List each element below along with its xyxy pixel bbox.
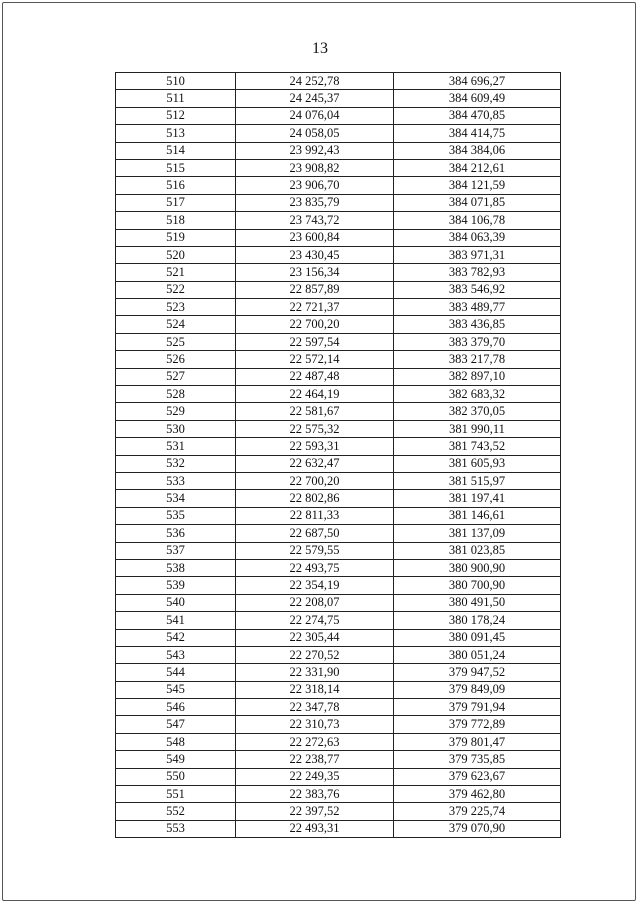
- x-coordinate-cell: 24 076,04: [236, 107, 394, 124]
- point-number-cell: 532: [116, 455, 236, 472]
- point-number-cell: 511: [116, 90, 236, 107]
- y-coordinate-cell: 379 623,67: [394, 768, 561, 785]
- table-row: [116, 316, 561, 333]
- x-coordinate-cell: 22 331,90: [236, 664, 394, 681]
- x-coordinate-cell: 22 802,86: [236, 490, 394, 507]
- point-number-cell: 515: [116, 159, 236, 176]
- y-coordinate-cell: 381 990,11: [394, 420, 561, 437]
- table-row: [116, 229, 561, 246]
- table-row: [116, 716, 561, 733]
- table-row: [116, 264, 561, 281]
- point-number-cell: 543: [116, 646, 236, 663]
- table-row: [116, 542, 561, 559]
- table-row: [116, 299, 561, 316]
- point-number-cell: 552: [116, 803, 236, 820]
- point-number-cell: 533: [116, 472, 236, 489]
- x-coordinate-cell: 22 811,33: [236, 507, 394, 524]
- y-coordinate-cell: 379 801,47: [394, 733, 561, 750]
- point-number-cell: 519: [116, 229, 236, 246]
- point-number-cell: 537: [116, 542, 236, 559]
- point-number-cell: 542: [116, 629, 236, 646]
- point-number-cell: 544: [116, 664, 236, 681]
- x-coordinate-cell: 22 572,14: [236, 351, 394, 368]
- table-row: [116, 368, 561, 385]
- point-number-cell: 517: [116, 194, 236, 211]
- x-coordinate-cell: 24 252,78: [236, 73, 394, 90]
- table-row: [116, 594, 561, 611]
- y-coordinate-cell: 384 414,75: [394, 125, 561, 142]
- x-coordinate-cell: 22 579,55: [236, 542, 394, 559]
- point-number-cell: 521: [116, 264, 236, 281]
- x-coordinate-cell: 22 318,14: [236, 681, 394, 698]
- point-number-cell: 526: [116, 351, 236, 368]
- point-number-cell: 530: [116, 420, 236, 437]
- table-row: [116, 646, 561, 663]
- table-row: [116, 490, 561, 507]
- y-coordinate-cell: 381 197,41: [394, 490, 561, 507]
- point-number-cell: 547: [116, 716, 236, 733]
- table-row: [116, 281, 561, 298]
- x-coordinate-cell: 22 274,75: [236, 612, 394, 629]
- y-coordinate-cell: 379 791,94: [394, 699, 561, 716]
- point-number-cell: 514: [116, 142, 236, 159]
- y-coordinate-cell: 382 897,10: [394, 368, 561, 385]
- x-coordinate-cell: 22 305,44: [236, 629, 394, 646]
- y-coordinate-cell: 379 462,80: [394, 786, 561, 803]
- point-number-cell: 524: [116, 316, 236, 333]
- x-coordinate-cell: 22 272,63: [236, 733, 394, 750]
- y-coordinate-cell: 383 546,92: [394, 281, 561, 298]
- table-row: [116, 403, 561, 420]
- table-row: [116, 786, 561, 803]
- y-coordinate-cell: 384 470,85: [394, 107, 561, 124]
- y-coordinate-cell: 382 683,32: [394, 386, 561, 403]
- table-row: [116, 472, 561, 489]
- y-coordinate-cell: 384 696,27: [394, 73, 561, 90]
- coordinates-table-body: [116, 73, 561, 838]
- table-row: [116, 194, 561, 211]
- x-coordinate-cell: 22 593,31: [236, 438, 394, 455]
- point-number-cell: 550: [116, 768, 236, 785]
- table-row: [116, 751, 561, 768]
- y-coordinate-cell: 380 491,50: [394, 594, 561, 611]
- x-coordinate-cell: 22 575,32: [236, 420, 394, 437]
- x-coordinate-cell: 22 493,31: [236, 820, 394, 837]
- table-row: [116, 820, 561, 837]
- y-coordinate-cell: 384 609,49: [394, 90, 561, 107]
- table-row: [116, 73, 561, 90]
- y-coordinate-cell: 381 137,09: [394, 525, 561, 542]
- point-number-cell: 520: [116, 246, 236, 263]
- point-number-cell: 527: [116, 368, 236, 385]
- point-number-cell: 546: [116, 699, 236, 716]
- table-row: [116, 246, 561, 263]
- y-coordinate-cell: 382 370,05: [394, 403, 561, 420]
- x-coordinate-cell: 22 700,20: [236, 472, 394, 489]
- table-row: [116, 525, 561, 542]
- x-coordinate-cell: 24 058,05: [236, 125, 394, 142]
- table-row: [116, 438, 561, 455]
- table-row: [116, 664, 561, 681]
- y-coordinate-cell: 379 225,74: [394, 803, 561, 820]
- y-coordinate-cell: 381 515,97: [394, 472, 561, 489]
- x-coordinate-cell: 22 270,52: [236, 646, 394, 663]
- y-coordinate-cell: 384 071,85: [394, 194, 561, 211]
- x-coordinate-cell: 22 493,75: [236, 559, 394, 576]
- y-coordinate-cell: 384 212,61: [394, 159, 561, 176]
- point-number-cell: 545: [116, 681, 236, 698]
- table-row: [116, 386, 561, 403]
- x-coordinate-cell: 23 743,72: [236, 212, 394, 229]
- table-row: [116, 107, 561, 124]
- x-coordinate-cell: 22 632,47: [236, 455, 394, 472]
- x-coordinate-cell: 23 156,34: [236, 264, 394, 281]
- point-number-cell: 518: [116, 212, 236, 229]
- x-coordinate-cell: 22 700,20: [236, 316, 394, 333]
- y-coordinate-cell: 379 772,89: [394, 716, 561, 733]
- point-number-cell: 551: [116, 786, 236, 803]
- y-coordinate-cell: 383 782,93: [394, 264, 561, 281]
- x-coordinate-cell: 22 581,67: [236, 403, 394, 420]
- point-number-cell: 529: [116, 403, 236, 420]
- x-coordinate-cell: 23 835,79: [236, 194, 394, 211]
- y-coordinate-cell: 381 023,85: [394, 542, 561, 559]
- table-row: [116, 699, 561, 716]
- y-coordinate-cell: 380 900,90: [394, 559, 561, 576]
- table-row: [116, 455, 561, 472]
- table-row: [116, 333, 561, 350]
- y-coordinate-cell: 380 700,90: [394, 577, 561, 594]
- y-coordinate-cell: 384 063,39: [394, 229, 561, 246]
- y-coordinate-cell: 379 735,85: [394, 751, 561, 768]
- table-row: [116, 577, 561, 594]
- x-coordinate-cell: 24 245,37: [236, 90, 394, 107]
- coordinates-table: [115, 72, 561, 838]
- x-coordinate-cell: 22 249,35: [236, 768, 394, 785]
- x-coordinate-cell: 22 464,19: [236, 386, 394, 403]
- x-coordinate-cell: 22 857,89: [236, 281, 394, 298]
- point-number-cell: 523: [116, 299, 236, 316]
- table-row: [116, 159, 561, 176]
- y-coordinate-cell: 380 091,45: [394, 629, 561, 646]
- table-row: [116, 420, 561, 437]
- x-coordinate-cell: 22 597,54: [236, 333, 394, 350]
- x-coordinate-cell: 23 430,45: [236, 246, 394, 263]
- x-coordinate-cell: 22 238,77: [236, 751, 394, 768]
- point-number-cell: 535: [116, 507, 236, 524]
- point-number-cell: 534: [116, 490, 236, 507]
- point-number-cell: 538: [116, 559, 236, 576]
- x-coordinate-cell: 23 600,84: [236, 229, 394, 246]
- point-number-cell: 512: [116, 107, 236, 124]
- table-row: [116, 629, 561, 646]
- y-coordinate-cell: 379 070,90: [394, 820, 561, 837]
- table-row: [116, 142, 561, 159]
- x-coordinate-cell: 22 397,52: [236, 803, 394, 820]
- x-coordinate-cell: 22 208,07: [236, 594, 394, 611]
- x-coordinate-cell: 22 354,19: [236, 577, 394, 594]
- point-number-cell: 536: [116, 525, 236, 542]
- y-coordinate-cell: 380 051,24: [394, 646, 561, 663]
- y-coordinate-cell: 380 178,24: [394, 612, 561, 629]
- table-row: [116, 559, 561, 576]
- y-coordinate-cell: 381 743,52: [394, 438, 561, 455]
- x-coordinate-cell: 23 992,43: [236, 142, 394, 159]
- table-row: [116, 803, 561, 820]
- x-coordinate-cell: 22 310,73: [236, 716, 394, 733]
- y-coordinate-cell: 381 146,61: [394, 507, 561, 524]
- table-row: [116, 733, 561, 750]
- y-coordinate-cell: 383 379,70: [394, 333, 561, 350]
- y-coordinate-cell: 379 849,09: [394, 681, 561, 698]
- page-number: 13: [312, 40, 328, 57]
- point-number-cell: 541: [116, 612, 236, 629]
- table-row: [116, 212, 561, 229]
- point-number-cell: 528: [116, 386, 236, 403]
- y-coordinate-cell: 381 605,93: [394, 455, 561, 472]
- point-number-cell: 516: [116, 177, 236, 194]
- x-coordinate-cell: 23 908,82: [236, 159, 394, 176]
- point-number-cell: 525: [116, 333, 236, 350]
- table-row: [116, 351, 561, 368]
- x-coordinate-cell: 22 347,78: [236, 699, 394, 716]
- x-coordinate-cell: 22 487,48: [236, 368, 394, 385]
- point-number-cell: 539: [116, 577, 236, 594]
- y-coordinate-cell: 379 947,52: [394, 664, 561, 681]
- y-coordinate-cell: 383 971,31: [394, 246, 561, 263]
- point-number-cell: 549: [116, 751, 236, 768]
- y-coordinate-cell: 383 489,77: [394, 299, 561, 316]
- x-coordinate-cell: 23 906,70: [236, 177, 394, 194]
- table-row: [116, 681, 561, 698]
- point-number-cell: 513: [116, 125, 236, 142]
- y-coordinate-cell: 383 217,78: [394, 351, 561, 368]
- table-row: [116, 612, 561, 629]
- point-number-cell: 540: [116, 594, 236, 611]
- point-number-cell: 522: [116, 281, 236, 298]
- table-row: [116, 177, 561, 194]
- x-coordinate-cell: 22 687,50: [236, 525, 394, 542]
- point-number-cell: 553: [116, 820, 236, 837]
- table-row: [116, 768, 561, 785]
- point-number-cell: 548: [116, 733, 236, 750]
- x-coordinate-cell: 22 721,37: [236, 299, 394, 316]
- table-row: [116, 125, 561, 142]
- y-coordinate-cell: 384 121,59: [394, 177, 561, 194]
- y-coordinate-cell: 384 384,06: [394, 142, 561, 159]
- table-row: [116, 507, 561, 524]
- x-coordinate-cell: 22 383,76: [236, 786, 394, 803]
- table-row: [116, 90, 561, 107]
- y-coordinate-cell: 384 106,78: [394, 212, 561, 229]
- y-coordinate-cell: 383 436,85: [394, 316, 561, 333]
- point-number-cell: 510: [116, 73, 236, 90]
- point-number-cell: 531: [116, 438, 236, 455]
